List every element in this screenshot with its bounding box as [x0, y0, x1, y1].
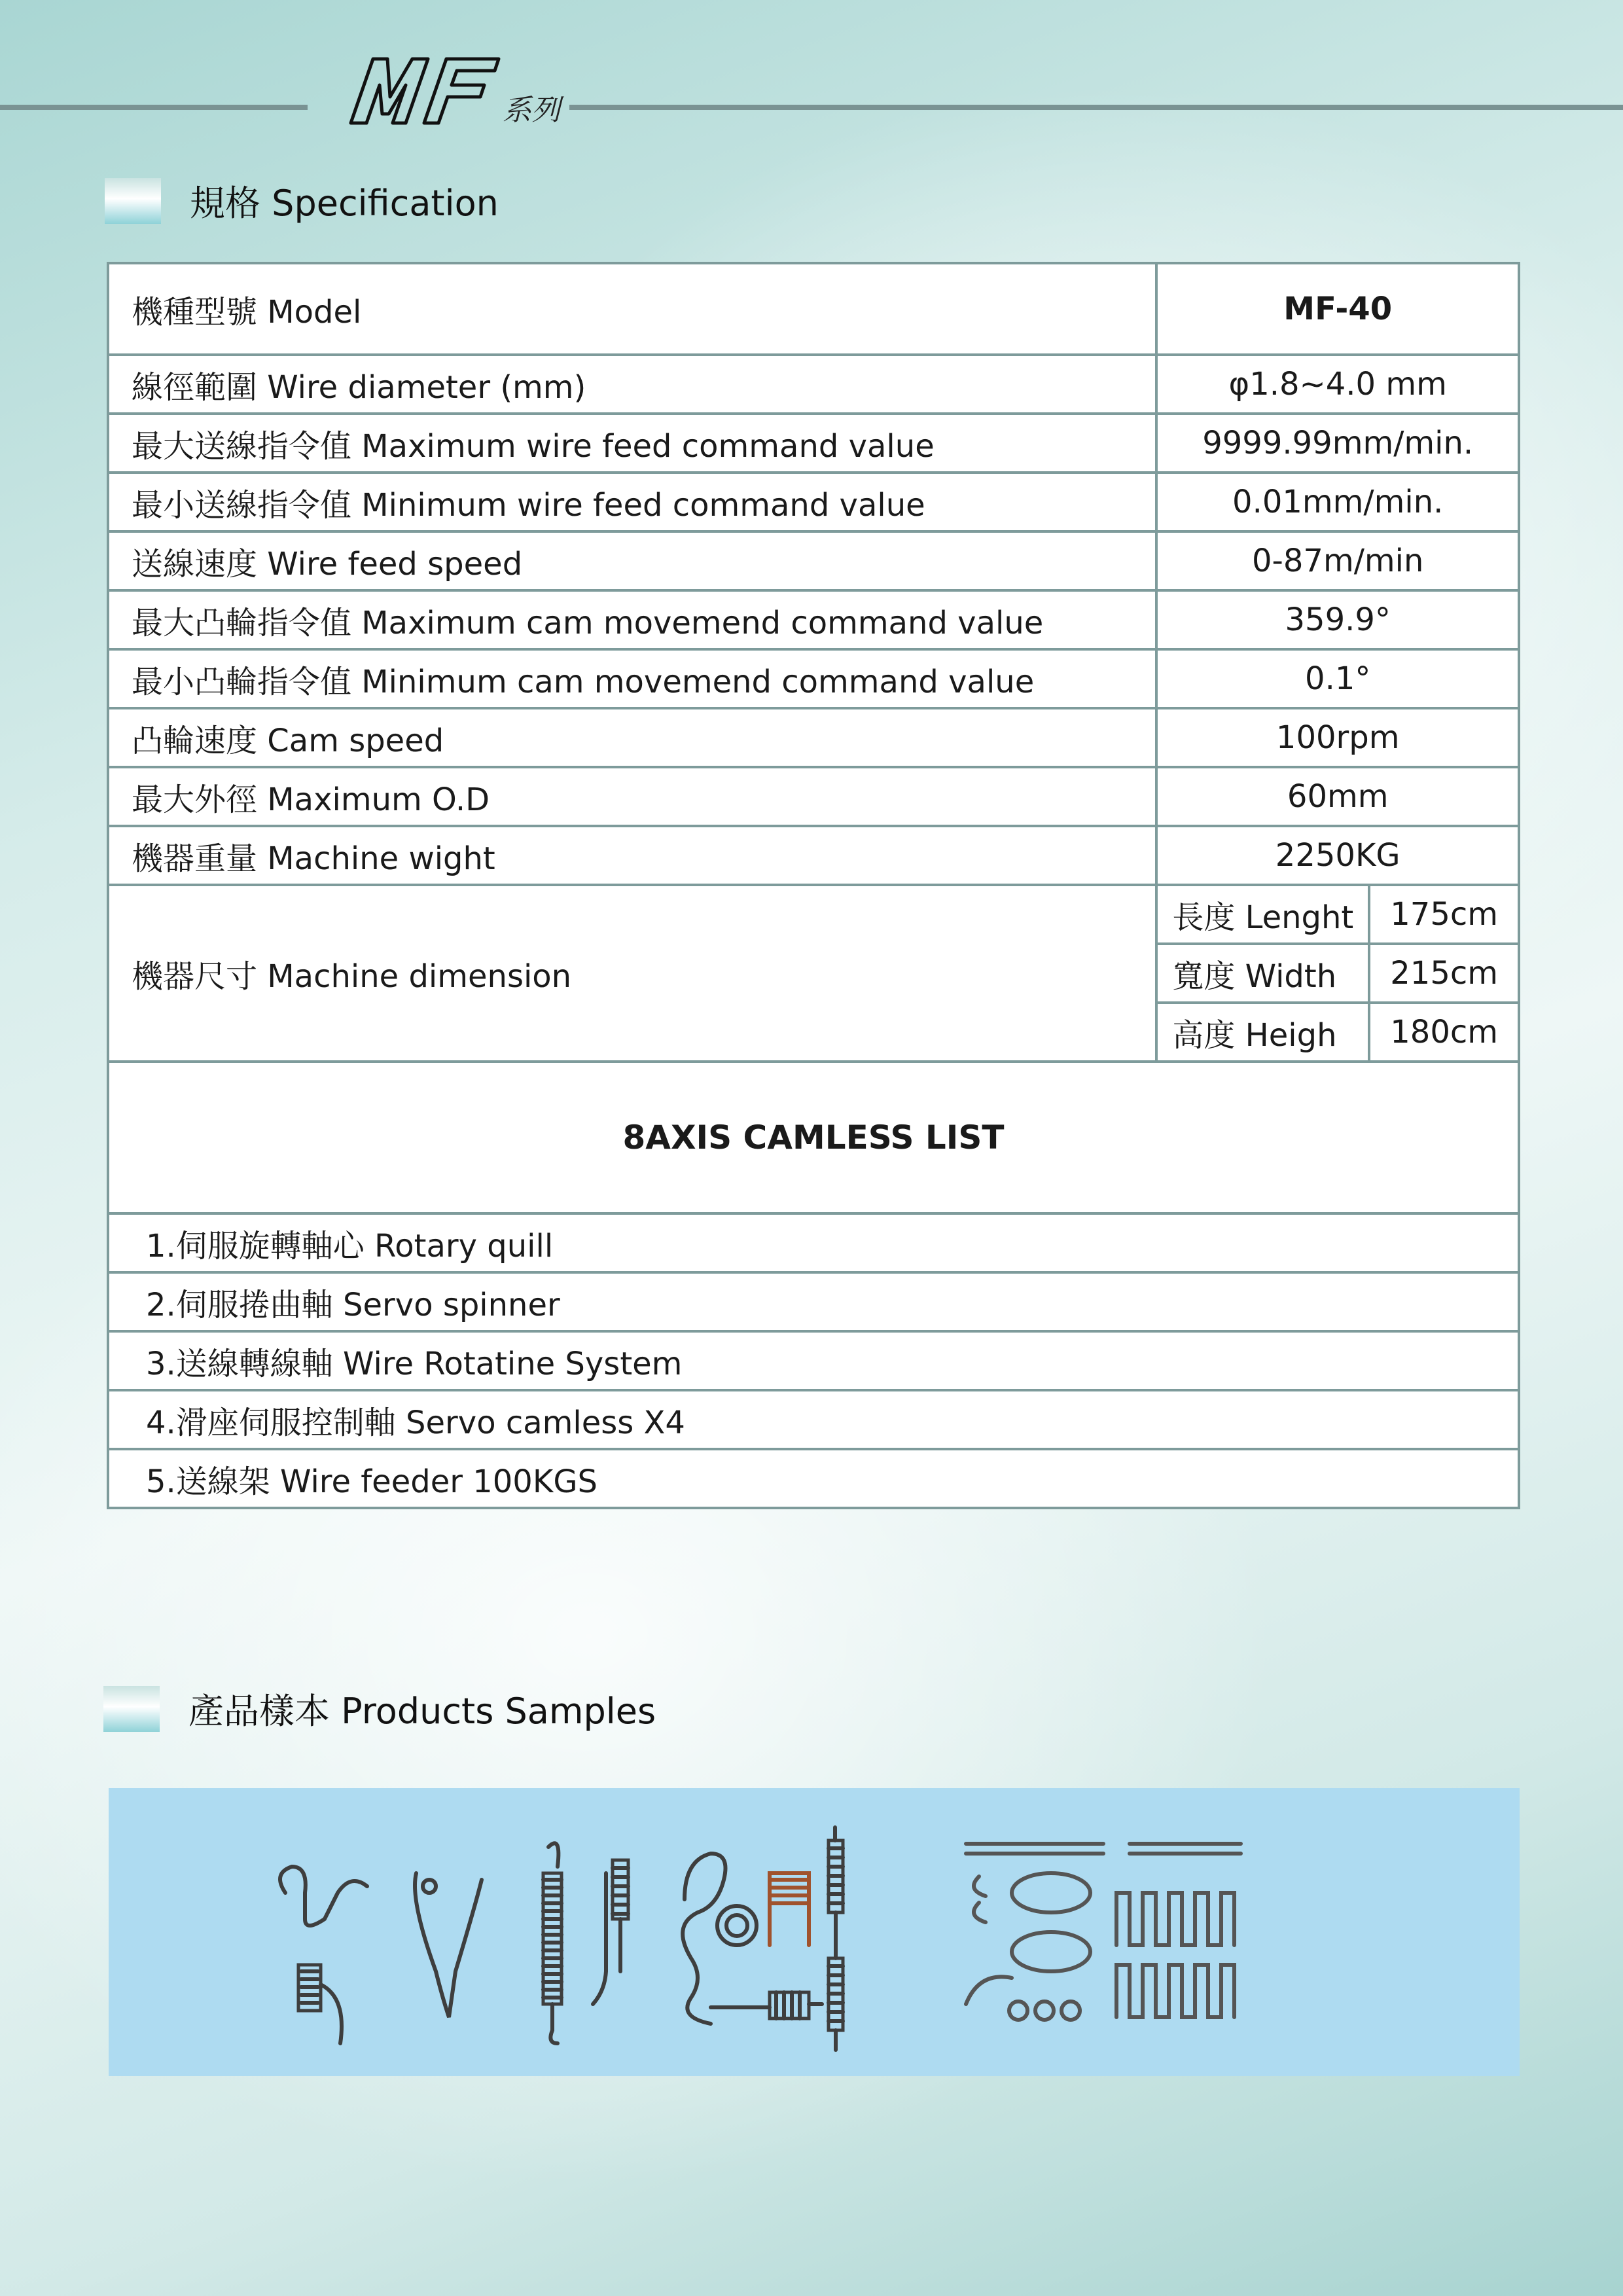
table-row: [108, 708, 1519, 767]
spec-table: [107, 262, 1520, 1509]
dimension-sub-label: 長度 Lenght: [1156, 885, 1369, 944]
camless-item: 4.滑座伺服控制軸 Servo camless X4: [108, 1390, 1519, 1449]
header-rule-right: [569, 105, 1623, 110]
samples-section-title: 產品樣本 Products Samples: [188, 1691, 656, 1732]
spec-value: 0.1°: [1156, 649, 1519, 708]
table-row: [108, 767, 1519, 826]
list-item: [108, 1449, 1519, 1508]
series-suffix: 系列: [503, 94, 560, 127]
series-logo: [347, 46, 569, 131]
table-row: [108, 355, 1519, 414]
spec-value: 359.9°: [1156, 590, 1519, 649]
table-row: [108, 649, 1519, 708]
hook-spring-icon: [593, 1860, 628, 2004]
spec-value: 100rpm: [1156, 708, 1519, 767]
spec-label: 最大凸輪指令值 Maximum cam movemend command value: [108, 590, 1156, 649]
dimension-sub-value: 180cm: [1369, 1003, 1519, 1062]
copper-coil-icon: [770, 1873, 809, 1945]
extension-spring-icon: [543, 1843, 562, 2043]
spec-section-header: [105, 175, 499, 226]
model-value: MF-40: [1156, 263, 1519, 355]
spec-value: 0-87m/min: [1156, 531, 1519, 590]
dimension-sub-label: 高度 Heigh: [1156, 1003, 1369, 1062]
table-row: [108, 590, 1519, 649]
camless-title: 8AXIS CAMLESS LIST: [108, 1062, 1519, 1213]
dimension-sub-value: 215cm: [1369, 944, 1519, 1003]
small-spring-icon: [711, 1992, 822, 2018]
torsion-spring-icon: [280, 1867, 367, 2043]
camless-item: 2.伺服捲曲軸 Servo spinner: [108, 1272, 1519, 1331]
list-item: [108, 1213, 1519, 1272]
table-row: [108, 473, 1519, 531]
model-label: 機種型號 Model: [108, 263, 1156, 355]
table-row: [108, 414, 1519, 473]
table-row: [108, 826, 1519, 885]
section-marker-icon: [105, 178, 161, 224]
spec-value: 2250KG: [1156, 826, 1519, 885]
camless-item: 5.送線架 Wire feeder 100KGS: [108, 1449, 1519, 1508]
spec-label: 最大送線指令值 Maximum wire feed command value: [108, 414, 1156, 473]
wire-form-icon: [683, 1854, 757, 2024]
spec-section-title: 規格 Specification: [190, 183, 499, 224]
spec-value: 0.01mm/min.: [1156, 473, 1519, 531]
list-item: [108, 1272, 1519, 1331]
spec-label: 機器重量 Machine wight: [108, 826, 1156, 885]
spec-label: 最大外徑 Maximum O.D: [108, 767, 1156, 826]
spec-label: 凸輪速度 Cam speed: [108, 708, 1156, 767]
spec-label: 線徑範圍 Wire diameter (mm): [108, 355, 1156, 414]
tall-spring-icon: [829, 1827, 843, 2050]
v-spring-icon: [415, 1873, 482, 2017]
table-row: [108, 531, 1519, 590]
spec-label: 最小凸輪指令值 Minimum cam movemend command value: [108, 649, 1156, 708]
products-samples-image: [109, 1788, 1520, 2076]
spec-value: 60mm: [1156, 767, 1519, 826]
camless-item: 1.伺服旋轉軸心 Rotary quill: [108, 1213, 1519, 1272]
list-item: [108, 1331, 1519, 1390]
spec-label: 送線速度 Wire feed speed: [108, 531, 1156, 590]
dimension-sub-value: 175cm: [1369, 885, 1519, 944]
section-marker-icon: [103, 1686, 160, 1732]
spec-value: φ1.8~4.0 mm: [1156, 355, 1519, 414]
table-row-dimension: [108, 885, 1519, 944]
dimension-label: 機器尺寸 Machine dimension: [108, 885, 1156, 1062]
wire-frame-icon: [966, 1844, 1241, 2020]
dimension-sub-label: 寬度 Width: [1156, 944, 1369, 1003]
table-row-model: [108, 263, 1519, 355]
spec-label: 最小送線指令值 Minimum wire feed command value: [108, 473, 1156, 531]
camless-title-row: [108, 1062, 1519, 1213]
camless-item: 3.送線轉線軸 Wire Rotatine System: [108, 1331, 1519, 1390]
spec-value: 9999.99mm/min.: [1156, 414, 1519, 473]
list-item: [108, 1390, 1519, 1449]
header-rule-left: [0, 105, 308, 110]
spring-samples-illustration: [109, 1788, 1520, 2076]
samples-section-header: [103, 1683, 656, 1734]
mf-logo-mark: [347, 46, 504, 131]
